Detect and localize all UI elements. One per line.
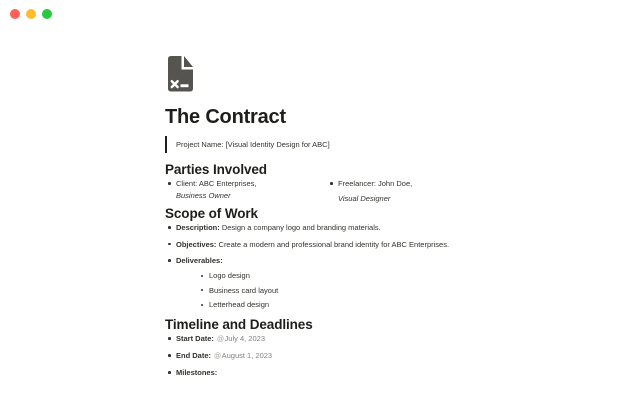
timeline-list	[165, 333, 475, 378]
minimize-button[interactable]	[26, 9, 36, 19]
deliverables-list	[176, 271, 475, 311]
zoom-button[interactable]	[42, 9, 52, 19]
item-label: Description:	[176, 223, 220, 232]
party-column-client	[165, 178, 313, 205]
scope-item-objectives[interactable]	[165, 239, 475, 250]
heading-parties-involved[interactable]: Parties Involved	[165, 162, 267, 177]
party-lead: Client: ABC Enterprises,	[176, 179, 257, 188]
timeline-item-start-date[interactable]	[165, 333, 475, 345]
timeline-item-milestones[interactable]	[165, 367, 475, 378]
item-label: Milestones:	[176, 368, 218, 377]
at-sign: @	[216, 336, 225, 343]
deliverable-item[interactable]: Business card layout	[198, 286, 475, 297]
party-item-client[interactable]	[165, 178, 313, 202]
parties-columns	[165, 178, 475, 205]
party-lead: Freelancer: John Doe,	[338, 179, 413, 188]
heading-scope-of-work[interactable]: Scope of Work	[165, 206, 258, 221]
scope-item-deliverables[interactable]	[165, 255, 475, 311]
date-text: July 4, 2023	[224, 334, 265, 343]
party-role: Business Owner	[176, 191, 231, 200]
scope-list	[165, 222, 475, 311]
quote-block[interactable]	[165, 136, 475, 153]
party-column-freelancer	[327, 178, 475, 205]
item-label: Objectives:	[176, 239, 217, 249]
timeline-item-end-date[interactable]	[165, 350, 475, 362]
item-text: Design a company logo and branding materials.	[219, 223, 381, 232]
item-label: Deliverables:	[176, 256, 223, 265]
quote-text: Project Name: [Visual Identity Design for ABC]	[176, 140, 330, 149]
heading-timeline-deadlines[interactable]: Timeline and Deadlines	[165, 317, 313, 332]
item-label: End Date:	[176, 351, 212, 360]
window-controls	[10, 9, 52, 19]
deliverable-item[interactable]: Logo design	[198, 271, 475, 282]
page-icon[interactable]	[165, 55, 475, 92]
deliverable-item[interactable]: Letterhead design	[198, 300, 475, 311]
signed-document-icon	[165, 55, 196, 92]
date-text: August 1, 2023	[221, 351, 273, 360]
at-sign: @	[214, 353, 222, 360]
date-mention[interactable]	[217, 334, 265, 343]
close-button[interactable]	[10, 9, 20, 19]
page-title[interactable]: The Contract	[165, 106, 286, 128]
item-text: Create a modern and professional brand identity for ABC Enterprises.	[216, 239, 450, 249]
scope-item-description[interactable]	[165, 222, 475, 233]
party-item-freelancer[interactable]	[327, 178, 475, 205]
date-mention[interactable]	[214, 351, 272, 360]
party-role: Visual Designer	[338, 194, 391, 203]
item-label: Start Date:	[176, 334, 214, 343]
